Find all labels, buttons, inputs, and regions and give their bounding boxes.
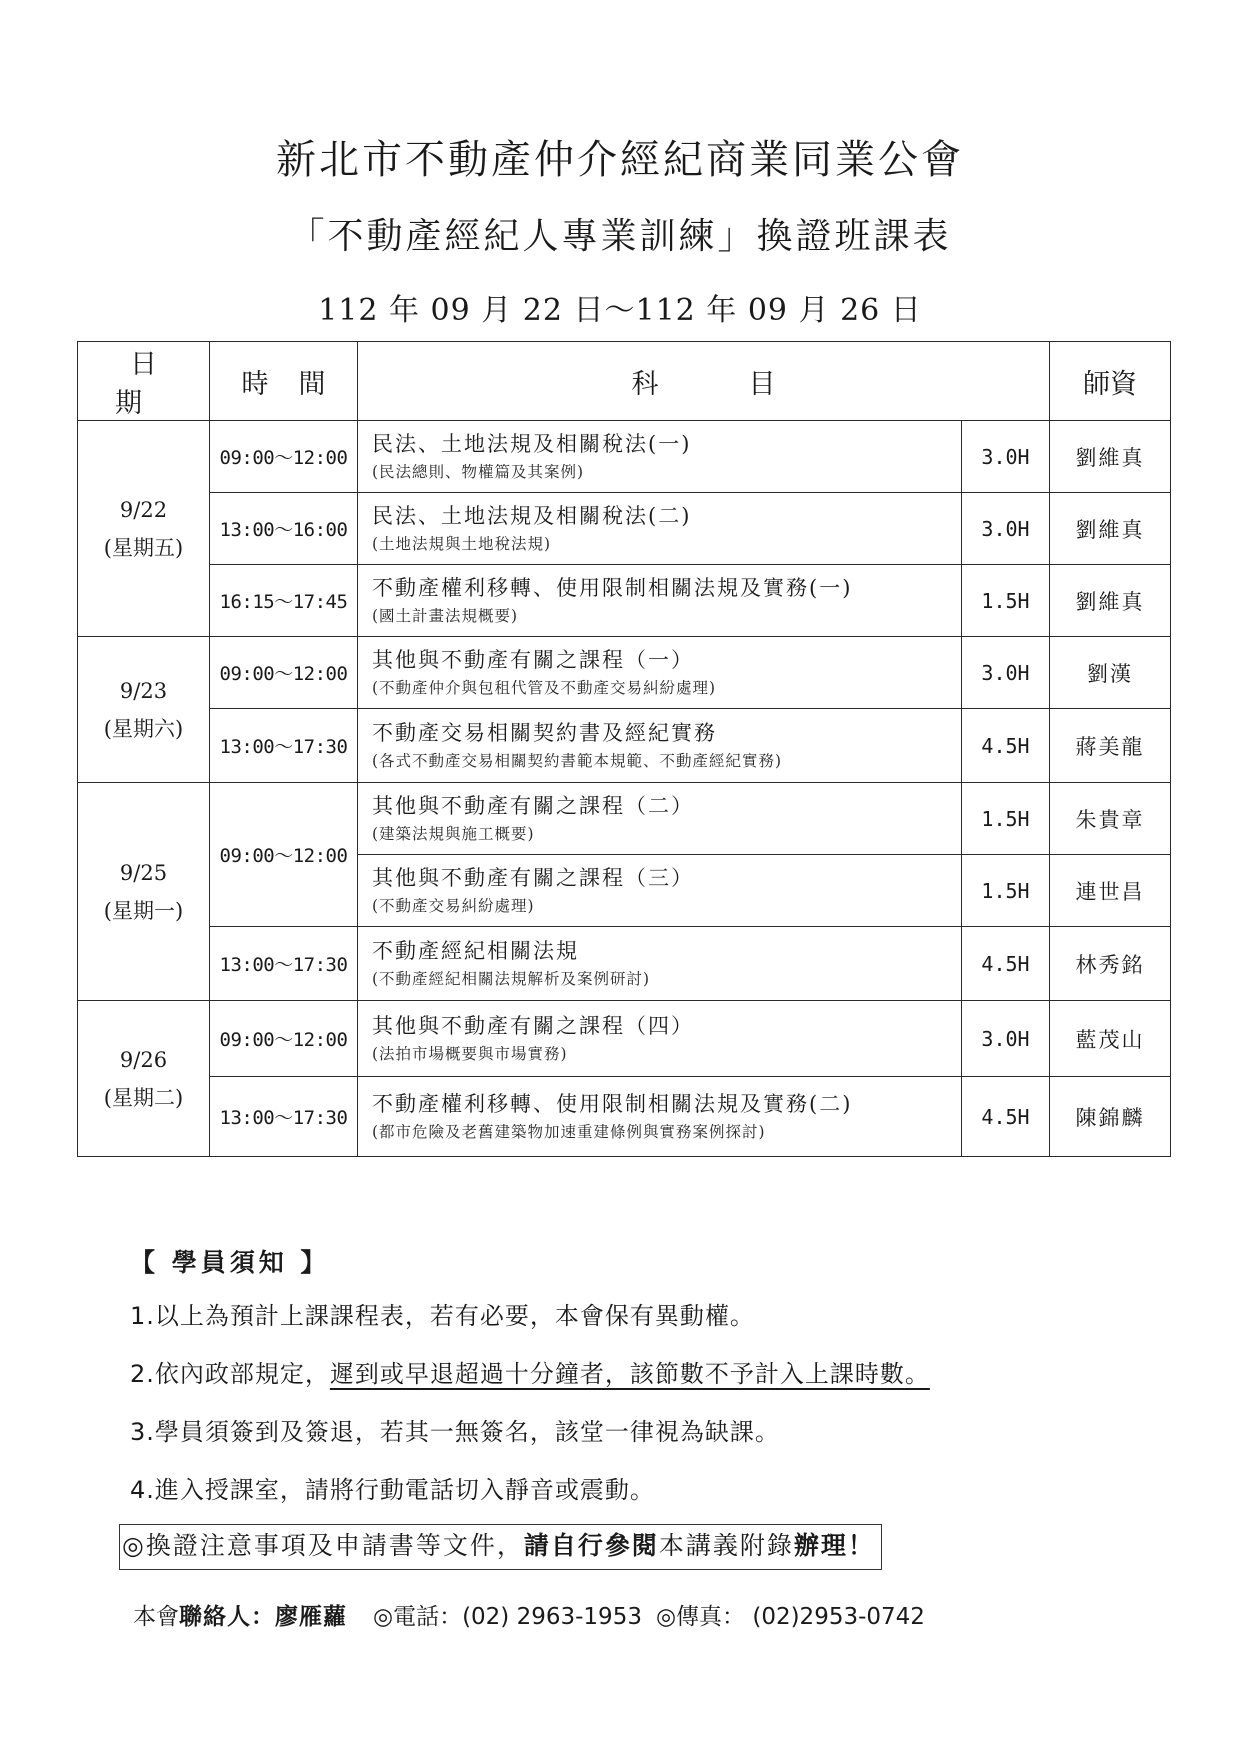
hours-cell: 3.0H [962, 1001, 1050, 1077]
hours-cell: 3.0H [962, 421, 1050, 493]
note-item-4: 4.進入授課室，請將行動電話切入靜音或震動。 [130, 1476, 655, 1504]
hours-cell: 1.5H [962, 855, 1050, 927]
subject-title: 不動產權利移轉、使用限制相關法規及實務(二) [372, 1091, 853, 1116]
header-time: 時間 [210, 342, 358, 421]
subject-cell [358, 637, 962, 709]
date-cell [78, 1001, 210, 1157]
subject-detail: (不動產交易糾紛處理) [372, 896, 535, 915]
subject-detail: (不動產仲介與包租代管及不動產交易糾紛處理) [372, 678, 717, 697]
teacher-cell: 蔣美龍 [1050, 709, 1171, 783]
table-row [78, 709, 1171, 783]
weekday-label: (星期二) [103, 1085, 184, 1110]
date-label: 9/25 [119, 860, 168, 885]
subject-cell [358, 855, 962, 927]
teacher-cell: 劉漢 [1050, 637, 1171, 709]
subject-title: 其他與不動產有關之課程（一） [372, 647, 694, 672]
time-cell: 13:00～17:30 [210, 709, 358, 783]
subject-detail: (國土計畫法規概要) [372, 606, 519, 625]
org-title: 新北市不動產仲介經紀商業同業公會 [276, 137, 964, 183]
reminder-part-1: ◎換證注意事項及申請書等文件， [122, 1531, 524, 1560]
weekday-label: (星期一) [103, 898, 184, 923]
table-row [78, 1077, 1171, 1157]
hours-cell: 1.5H [962, 783, 1050, 855]
date-cell [78, 637, 210, 783]
hours-cell: 4.5H [962, 709, 1050, 783]
subject-detail: (建築法規與施工概要) [372, 824, 535, 843]
time-cell: 16:15～17:45 [210, 565, 358, 637]
teacher-cell: 劉維真 [1050, 421, 1171, 493]
subject-cell [358, 1001, 962, 1077]
weekday-label: (星期五) [103, 535, 184, 560]
note-item-1: 1.以上為預計上課課程表，若有必要，本會保有異動權。 [130, 1302, 755, 1330]
weekday-label: (星期六) [103, 716, 184, 741]
schedule-table [77, 341, 1171, 1157]
subject-cell [358, 565, 962, 637]
table-row [78, 783, 1171, 855]
time-cell: 09:00～12:00 [210, 1001, 358, 1077]
reminder-part-2: 請自行參閱 [523, 1531, 659, 1560]
table-row [78, 493, 1171, 565]
student-notes [130, 1243, 930, 1531]
subject-title: 不動產經紀相關法規 [372, 938, 579, 963]
header-date: 日期 [78, 342, 210, 421]
hours-cell: 3.0H [962, 493, 1050, 565]
table-row [78, 927, 1171, 1001]
subject-cell [358, 709, 962, 783]
table-row [78, 1001, 1171, 1077]
note-item-2-underlined: 遲到或早退超過十分鐘者，該節數不予計入上課時數。 [329, 1360, 930, 1388]
teacher-cell: 劉維真 [1050, 493, 1171, 565]
time-cell: 13:00～17:30 [210, 1077, 358, 1157]
teacher-cell: 陳錦麟 [1050, 1077, 1171, 1157]
header-teacher: 師資 [1050, 342, 1171, 421]
reminder-part-3: 本講義附錄 [658, 1531, 794, 1560]
note-item-3: 3.學員須簽到及簽退，若其一無簽名，該堂一律視為缺課。 [130, 1418, 780, 1446]
subject-title: 民法、土地法規及相關稅法(一) [372, 431, 692, 456]
reminder-part-4: 辦理！ [793, 1531, 875, 1560]
subject-title: 其他與不動產有關之課程（二） [372, 793, 694, 818]
subject-cell [358, 1077, 962, 1157]
note-item-2 [130, 1357, 930, 1415]
course-title: 「不動產經紀人專業訓練」換證班課表 [288, 216, 952, 257]
subject-title: 民法、土地法規及相關稅法(二) [372, 503, 692, 528]
time-cell: 13:00～17:30 [210, 927, 358, 1001]
subject-detail: (法拍市場概要與市場實務) [372, 1044, 568, 1063]
subject-cell [358, 493, 962, 565]
table-row [78, 421, 1171, 493]
header-subject: 科目 [358, 342, 1050, 421]
table-row [78, 565, 1171, 637]
date-label: 9/23 [119, 678, 168, 703]
subject-title: 其他與不動產有關之課程（三） [372, 865, 694, 890]
time-cell: 09:00～12:00 [210, 421, 358, 493]
time-cell: 09:00～12:00 [210, 783, 358, 927]
contact-label-prefix: 本會 [133, 1604, 179, 1630]
teacher-cell: 劉維真 [1050, 565, 1171, 637]
teacher-cell: 朱貴章 [1050, 783, 1171, 855]
table-header-row [78, 342, 1171, 421]
subject-cell [358, 783, 962, 855]
subject-title: 不動產交易相關契約書及經紀實務 [372, 720, 717, 745]
date-label: 9/22 [119, 497, 168, 522]
teacher-cell: 林秀銘 [1050, 927, 1171, 1001]
teacher-cell: 連世昌 [1050, 855, 1171, 927]
subject-cell [358, 421, 962, 493]
note-item-2-prefix: 2.依內政部規定， [130, 1360, 330, 1388]
date-cell [78, 783, 210, 1001]
date-label: 9/26 [119, 1047, 168, 1072]
subject-detail: (不動產經紀相關法規解析及案例研討) [372, 969, 651, 988]
table-row [78, 637, 1171, 709]
contact-person: 聯絡人：廖雁蘿 [179, 1604, 347, 1630]
subject-detail: (民法總則、物權篇及其案例) [372, 462, 585, 481]
reminder-box [119, 1524, 882, 1570]
notes-heading: 【 學員須知 】 [130, 1248, 330, 1277]
hours-cell: 3.0H [962, 637, 1050, 709]
subject-cell [358, 927, 962, 1001]
hours-cell: 1.5H [962, 565, 1050, 637]
contact-line [133, 1598, 925, 1631]
subject-title: 不動產權利移轉、使用限制相關法規及實務(一) [372, 575, 853, 600]
contact-phone: ◎電話：(02) 2963-1953 [373, 1604, 642, 1630]
contact-fax: ◎傳真： (02)2953-0742 [655, 1604, 925, 1630]
time-cell: 09:00～12:00 [210, 637, 358, 709]
subject-title: 其他與不動產有關之課程（四） [372, 1013, 694, 1038]
hours-cell: 4.5H [962, 1077, 1050, 1157]
teacher-cell: 藍茂山 [1050, 1001, 1171, 1077]
hours-cell: 4.5H [962, 927, 1050, 1001]
date-cell [78, 421, 210, 637]
subject-detail: (都市危險及老舊建築物加速重建條例與實務案例探討) [372, 1122, 766, 1141]
time-cell: 13:00～16:00 [210, 493, 358, 565]
subject-detail: (各式不動產交易相關契約書範本規範、不動產經紀實務) [372, 751, 783, 770]
course-period: 112 年 09 月 22 日～112 年 09 月 26 日 [318, 293, 922, 328]
subject-detail: (土地法規與土地稅法規) [372, 534, 552, 553]
